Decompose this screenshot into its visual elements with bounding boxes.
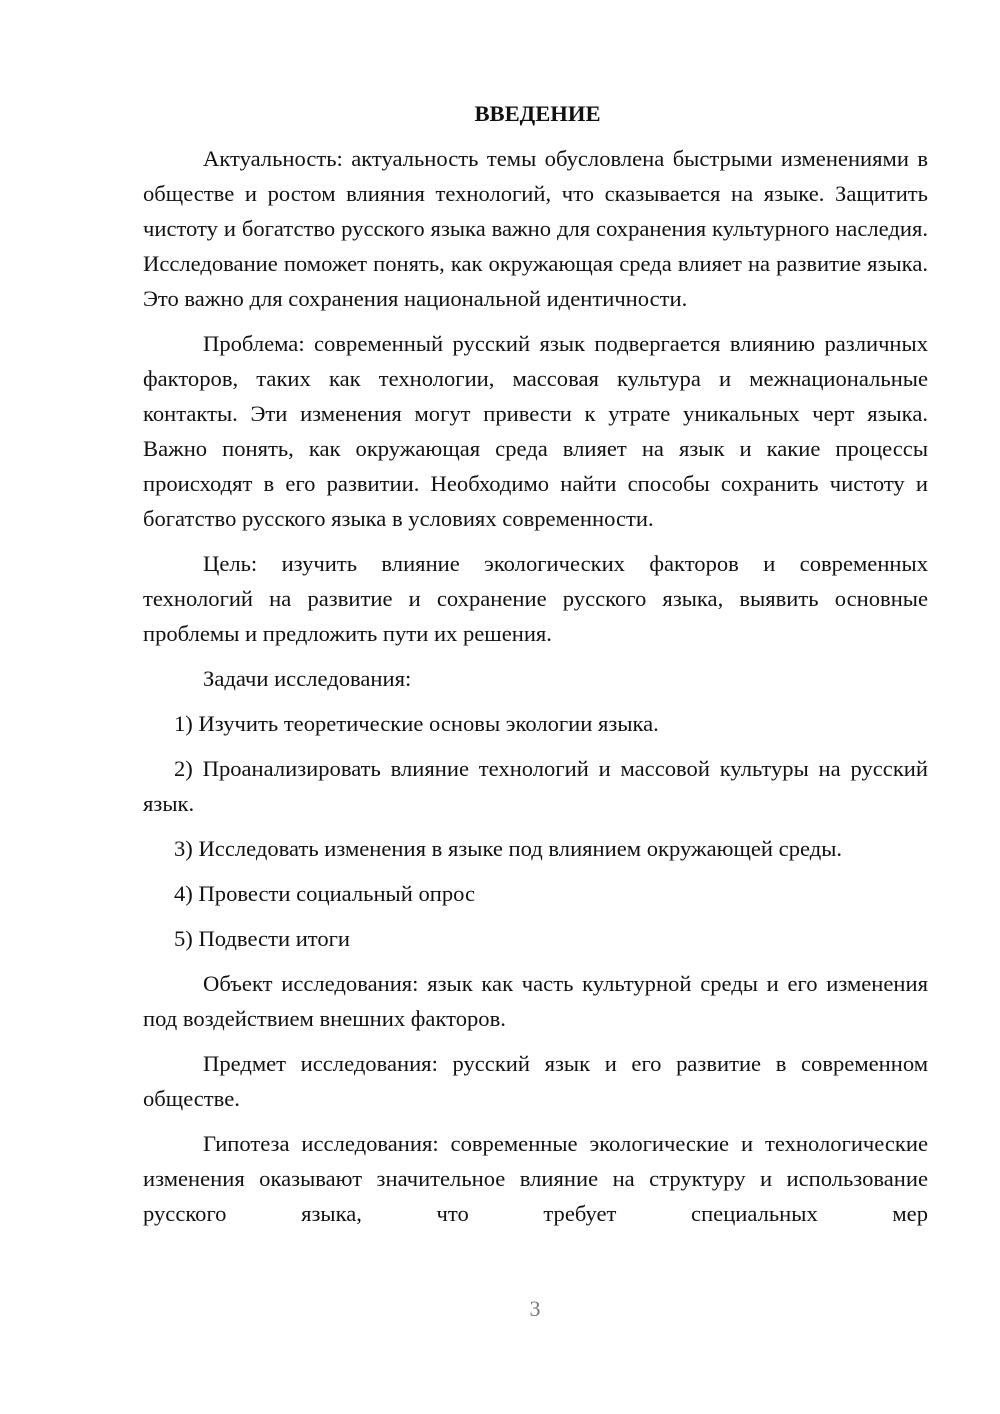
page-number: 3 xyxy=(529,1296,541,1321)
paragraph-problem: Проблема: современный русский язык подвергается влиянию различных факторов, таких как технологии, массовая культура и межнациональные контакты. Эти изменения могут привести к утрате уникальных черт языка. Важно понять, как окружающая среда влияет на язык и какие процессы происходят в его развитии. Необходимо найти способы сохранить чистоту и богатство русского языка в условиях современности. xyxy=(143,331,928,531)
document-page xyxy=(143,96,928,1231)
paragraph-goal: Цель: изучить влияние экологических факторов и современных технологий на развитие и сохранение русского языка, выявить основные проблемы и предложить пути их решения. xyxy=(143,551,928,646)
task-item-1: 1) Изучить теоретические основы экологии языка. xyxy=(174,711,659,736)
paragraph-hypothesis: Гипотеза исследования: современные экологические и технологические изменения оказывают значительное влияние на структуру и использование русского языка, что требует специальных мер xyxy=(143,1131,928,1226)
tasks-list xyxy=(143,706,928,956)
paragraph-subject: Предмет исследования: русский язык и его развитие в современном обществе. xyxy=(143,1051,928,1111)
paragraph-relevance: Актуальность: актуальность темы обусловлена быстрыми изменениями в обществе и ростом влияния технологий, что сказывается на языке. Защитить чистоту и богатство русского языка важно для сохранения культурного наследия. Исследование поможет понять, как окружающая среда влияет на развитие языка. Это важно для сохранения национальной идентичности. xyxy=(143,146,928,311)
task-item-2: 2) Проанализировать влияние технологий и массовой культуры на русский язык. xyxy=(143,756,928,816)
tasks-title: Задачи исследования: xyxy=(203,666,412,691)
task-item-3: 3) Исследовать изменения в языке под влиянием окружающей среды. xyxy=(174,836,843,861)
task-item-4: 4) Провести социальный опрос xyxy=(174,881,476,906)
section-heading: ВВЕДЕНИЕ xyxy=(474,101,601,126)
task-item-5: 5) Подвести итоги xyxy=(174,926,351,951)
paragraph-object: Объект исследования: язык как часть культурной среды и его изменения под воздействием внешних факторов. xyxy=(143,971,928,1031)
